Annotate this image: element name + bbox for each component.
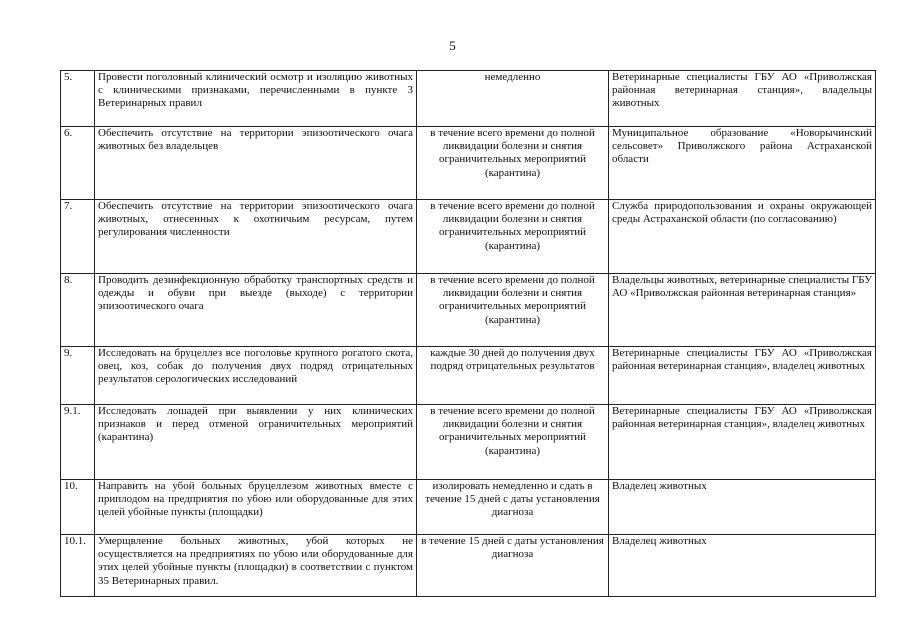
measure-text: Исследовать на бруцеллез все поголовье крупного рогатого скота, овец, коз, собак до получения двух подряд отрицательных результатов серологических исследований (95, 347, 417, 405)
row-number: 10. (61, 480, 95, 535)
page-number: 5 (449, 38, 456, 53)
measure-text: Исследовать лошадей при выявлении у них клинических признаков и перед отменой ограничительных мероприятий (карантина) (95, 405, 417, 480)
responsible-text: Владельцы животных, ветеринарные специалисты ГБУ АО «Приволжская районная ветеринарная станция» (609, 274, 876, 347)
responsible-text: Владелец животных (609, 480, 876, 535)
deadline-text: изолировать немедленно и сдать в течение 15 дней с даты установления диагноза (417, 480, 609, 535)
row-number: 5. (61, 71, 95, 127)
row-number: 9.1. (61, 405, 95, 480)
table-row (61, 274, 876, 347)
measure-text: Направить на убой больных бруцеллезом животных вместе с приплодом на предприятия по убою или оборудованные для этих целей убойные пункты (площадки) (95, 480, 417, 535)
deadline-text: в течение всего времени до полной ликвидации болезни и снятия ограничительных мероприятий (карантина) (417, 274, 609, 347)
row-number: 10.1. (61, 535, 95, 597)
row-number: 8. (61, 274, 95, 347)
table-row (61, 405, 876, 480)
responsible-text: Ветеринарные специалисты ГБУ АО «Приволжская районная ветеринарная станция», владельцы животных (609, 71, 876, 127)
measure-text: Умерщвление больных животных, убой которых не осуществляется на предприятиях по убою или оборудованные для этих целей убойные пункты (площадки) в соответствии с пунктом 35 Ветеринарных правил. (95, 535, 417, 597)
measure-text: Провести поголовный клинический осмотр и изоляцию животных с клиническими признаками, перечисленными в пункте 3 Ветеринарных правил (95, 71, 417, 127)
deadline-text: в течение всего времени до полной ликвидации болезни и снятия ограничительных мероприятий (карантина) (417, 127, 609, 200)
measure-text: Обеспечить отсутствие на территории эпизоотического очага животных, отнесенных к охотничьим ресурсам, путем регулирования численности (95, 200, 417, 274)
table-row (61, 347, 876, 405)
table-row (61, 200, 876, 274)
table-row (61, 480, 876, 535)
table-row (61, 535, 876, 597)
table-row (61, 127, 876, 200)
deadline-text: в течение всего времени до полной ликвидации болезни и снятия ограничительных мероприятий (карантина) (417, 200, 609, 274)
responsible-text: Ветеринарные специалисты ГБУ АО «Приволжская районная ветеринарная станция», владелец животных (609, 405, 876, 480)
deadline-text: каждые 30 дней до получения двух подряд отрицательных результатов (417, 347, 609, 405)
responsible-text: Служба природопользования и охраны окружающей среды Астраханской области (по согласованию) (609, 200, 876, 274)
deadline-text: в течение 15 дней с даты установления диагноза (417, 535, 609, 597)
row-number: 9. (61, 347, 95, 405)
row-number: 7. (61, 200, 95, 274)
table-row (61, 71, 876, 127)
measure-text: Проводить дезинфекционную обработку транспортных средств и одежды и обуви при выезде (выходе) с территории эпизоотического очага (95, 274, 417, 347)
responsible-text: Ветеринарные специалисты ГБУ АО «Приволжская районная ветеринарная станция», владелец животных (609, 347, 876, 405)
measures-table (60, 70, 876, 597)
row-number: 6. (61, 127, 95, 200)
responsible-text: Муниципальное образование «Новорычинский сельсовет» Приволжского района Астраханской области (609, 127, 876, 200)
measure-text: Обеспечить отсутствие на территории эпизоотического очага животных без владельцев (95, 127, 417, 200)
deadline-text: в течение всего времени до полной ликвидации болезни и снятия ограничительных мероприятий (карантина) (417, 405, 609, 480)
deadline-text: немедленно (417, 71, 609, 127)
responsible-text: Владелец животных (609, 535, 876, 597)
